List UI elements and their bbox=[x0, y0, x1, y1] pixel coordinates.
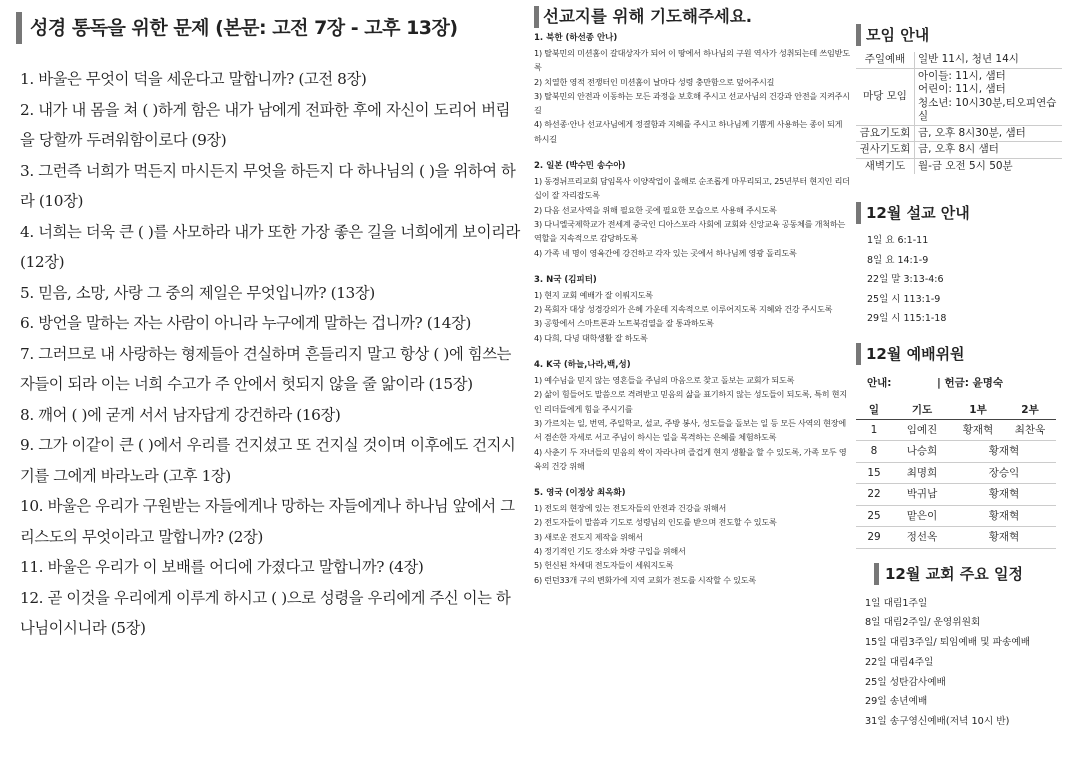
section-bar bbox=[856, 202, 861, 224]
service-cell: 황재혁 bbox=[952, 441, 1056, 463]
prayer-item: 3) 새로운 전도지 제작을 위해서 bbox=[534, 531, 643, 542]
table-row bbox=[856, 527, 1056, 549]
prayer-group-title: 1. 북한 (하선종 안나) bbox=[534, 33, 618, 43]
prayer-title: 선교지를 위해 기도해주세요. bbox=[543, 7, 753, 26]
meeting-label: 새벽기도 bbox=[856, 158, 915, 174]
table-row bbox=[856, 484, 1056, 506]
section-bar bbox=[534, 6, 539, 28]
first-service-cell: 황재혁 bbox=[952, 419, 1004, 441]
sermon-title: 12월 설교 안내 bbox=[866, 204, 970, 222]
prayer-group-title: 3. N국 (김피터) bbox=[534, 274, 597, 285]
meeting-label: 주일예배 bbox=[856, 52, 915, 68]
question-list bbox=[20, 64, 522, 644]
list-item: 22일 말 3:13-4:6 bbox=[867, 274, 944, 285]
prayer-item: 1) 현지 교회 예배가 잘 이뤄지도록 bbox=[534, 289, 653, 300]
day-cell: 1 bbox=[856, 419, 892, 441]
prayer-cell: 정선옥 bbox=[892, 527, 952, 549]
prayer-item: 1) 동경뉘프리교회 담임목사 이양작업이 올해로 순조롭게 마무리되고, 25년부터 현지인 리더십이 잘 자리잡도록 bbox=[534, 176, 850, 201]
prayer-group-title: 2. 일본 (박수민 송수아) bbox=[534, 161, 626, 172]
day-cell: 29 bbox=[856, 527, 892, 549]
col-header: 2부 bbox=[1004, 400, 1056, 420]
col-header: 1부 bbox=[952, 400, 1004, 420]
list-item: 25일 시 113:1-9 bbox=[867, 293, 941, 305]
quiz-header bbox=[16, 12, 522, 44]
table-row bbox=[856, 125, 1062, 142]
prayer-item: 1) 탈북민의 미션홈이 갈대상자가 되어 이 땅에서 하나님의 구원 역사가 성취되는데 쓰임받도록 bbox=[534, 48, 850, 73]
meeting-value: 일반 11시, 청년 14시 bbox=[915, 52, 1063, 68]
day-cell: 8 bbox=[856, 441, 892, 463]
question-item: 7. 그러므로 내 사랑하는 형제들아 견실하며 흔들리지 말고 항상 ( )에 힘쓰는 자들이 되라 이는 너희 수고가 주 안에서 헛되지 않을 줄 앎이라 (15장) bbox=[20, 344, 511, 393]
day-cell: 15 bbox=[856, 462, 892, 484]
question-item: 1. 바울은 무엇이 덕을 세운다고 말합니까? (고전 8장) bbox=[20, 70, 367, 88]
question-item: 12. 곧 이것을 우리에게 이루게 하시고 ( )으로 성령을 우리에게 주신 이는 하나님이시니라 (5장) bbox=[20, 588, 511, 637]
second-service-cell: 최찬욱 bbox=[1004, 419, 1056, 441]
section-bar bbox=[856, 343, 861, 365]
prayer-item: 4) 가족 네 명이 영육간에 강건하고 각자 있는 곳에서 하나님께 영광 돌리도록 bbox=[534, 247, 797, 258]
prayer-cell: 최명희 bbox=[892, 462, 952, 484]
table-row bbox=[856, 462, 1056, 484]
prayer-group-title: 5. 영국 (이정상 최옥화) bbox=[534, 488, 626, 499]
list-item: 1일 요 6:1-11 bbox=[867, 235, 929, 246]
prayer-item: 2) 전도자들이 말씀과 기도로 성령님의 인도를 받으며 전도할 수 있도록 bbox=[534, 517, 777, 528]
prayer-item: 5) 헌신된 차세대 전도자들이 세워지도록 bbox=[534, 560, 674, 571]
meeting-table bbox=[856, 52, 1062, 174]
guide-label: 안내: bbox=[867, 376, 892, 389]
info-sidebar bbox=[856, 24, 1070, 732]
table-row bbox=[856, 419, 1056, 441]
worship-info bbox=[856, 375, 1070, 390]
table-row bbox=[856, 158, 1062, 174]
question-item: 2. 내가 내 몸을 쳐 ( )하게 함은 내가 남에게 전파한 후에 자신이 도리어 버림을 당할까 두려워함이로다 (9장) bbox=[20, 100, 510, 149]
col-header: 기도 bbox=[892, 400, 952, 420]
worship-table bbox=[856, 400, 1056, 549]
table-row bbox=[856, 52, 1062, 68]
prayer-item: 1) 예수님을 믿지 않는 영혼들을 주님의 마음으로 찾고 돌보는 교회가 되도록 bbox=[534, 375, 795, 386]
prayer-cell: 나승희 bbox=[892, 441, 952, 463]
question-item: 5. 믿음, 소망, 사랑 그 중의 제일은 무엇입니까? (13장) bbox=[20, 283, 375, 302]
prayer-item: 6) 런던33개 구의 변화가에 지역 교회가 전도를 시작할 수 있도록 bbox=[534, 574, 757, 585]
worship-header bbox=[856, 343, 1070, 365]
schedule-title: 12월 교회 주요 일정 bbox=[885, 564, 1023, 583]
meeting-label: 금요기도회 bbox=[856, 125, 915, 142]
meeting-label: 권사기도회 bbox=[856, 142, 915, 159]
offering-label: | 헌금: 윤명숙 bbox=[937, 376, 1004, 389]
prayer-item: 4) 다희, 다녕 대학생활 잘 하도록 bbox=[534, 332, 648, 343]
table-row bbox=[856, 142, 1062, 159]
service-cell: 황재혁 bbox=[952, 484, 1056, 506]
prayer-item: 2) 치열한 영적 전쟁터인 미션홈이 날마다 성령 충만함으로 덮어주시길 bbox=[534, 76, 775, 87]
prayer-group-k bbox=[534, 359, 852, 473]
prayer-group-uk bbox=[534, 487, 852, 587]
service-cell: 황재혁 bbox=[952, 527, 1056, 549]
prayer-item: 1) 전도의 현장에 있는 전도자들의 안전과 건강을 위해서 bbox=[534, 503, 727, 514]
section-bar bbox=[16, 12, 22, 44]
prayer-item: 2) 삶이 힘들어도 말씀으로 격려받고 믿음의 삶을 표기하지 않는 성도들이 되도록, 특히 현지인 리더들에게 힘을 주시기를 bbox=[534, 389, 848, 414]
list-item: 8일 대림2주일/ 운영위원회 bbox=[865, 617, 981, 629]
question-item: 4. 너희는 더욱 큰 ( )를 사모하라 내가 또한 가장 좋은 길을 너희에게 보이리라 (12장) bbox=[20, 222, 520, 271]
schedule-header bbox=[856, 563, 1070, 585]
prayer-cell: 박귀남 bbox=[892, 484, 952, 506]
question-item: 3. 그런즉 너희가 먹든지 마시든지 무엇을 하든지 다 하나님의 ( )을 위하여 하라 (10장) bbox=[20, 161, 516, 210]
meeting-label: 마당 모임 bbox=[856, 68, 915, 125]
question-item: 6. 방언을 말하는 자는 사람이 아니라 누구에게 말하는 겁니까? (14장) bbox=[20, 314, 471, 332]
meeting-value: 아이들: 11시, 샘터 어린이: 11시, 샘터 청소년: 10시30분,티오피연습실 bbox=[915, 68, 1063, 125]
list-item: 29일 송년예배 bbox=[865, 696, 928, 708]
col-header: 일 bbox=[856, 400, 892, 420]
prayer-group-japan bbox=[534, 160, 852, 260]
list-item: 15일 대림3주일/ 퇴임예배 및 파송예배 bbox=[865, 637, 1031, 649]
list-item: 29일 시 115:1-18 bbox=[867, 313, 947, 324]
prayer-item: 3) 가르치는 일, 번역, 주일학교, 설교, 주방 봉사, 성도들을 돌보는 일 등 모든 사역의 현장에서 겸손한 자세로 서고 주님이 하시는 일을 목격하는 은혜를 체험하도록 bbox=[534, 417, 847, 443]
prayer-cell: 맡은이 bbox=[892, 505, 952, 527]
list-item: 22일 대림4주일 bbox=[865, 656, 934, 668]
question-item: 9. 그가 이같이 큰 ( )에서 우리를 건지셨고 또 건지실 것이며 이후에도 건지시기를 그에게 바라노라 (고후 1장) bbox=[20, 436, 516, 485]
prayer-group-title: 4. K국 (하늘,나라,백,성) bbox=[534, 360, 631, 371]
service-cell: 황재혁 bbox=[952, 505, 1056, 527]
meeting-header bbox=[856, 24, 1070, 46]
day-cell: 25 bbox=[856, 505, 892, 527]
prayer-item: 3) 다니엘국제학교가 전세계 중국인 디아스포라 사회에 교회와 신앙교육 공동체를 개척하는 역할을 지속적으로 감당하도록 bbox=[534, 218, 846, 244]
prayer-item: 3) 탈북민의 안전과 이동하는 모든 과정을 보호해 주시고 선교사님의 건강과 안전을 지켜주시길 bbox=[534, 90, 850, 116]
prayer-item: 4) 사춘기 두 자녀들의 믿음의 싹이 자라나며 즐겁게 현지 생활을 할 수 있도록, 가족 모두 영육의 건강 위해 bbox=[534, 446, 847, 471]
table-row bbox=[856, 441, 1056, 463]
service-cell: 장승익 bbox=[952, 462, 1056, 484]
table-row bbox=[856, 505, 1056, 527]
list-item: 1일 대림1주일 bbox=[865, 597, 928, 609]
prayer-item: 4) 정기적인 기도 장소와 차량 구입을 위해서 bbox=[534, 546, 686, 557]
meeting-value: 금, 오후 8시30분, 샘터 bbox=[915, 125, 1063, 142]
meeting-title: 모임 안내 bbox=[866, 26, 930, 44]
schedule-list bbox=[856, 594, 1070, 733]
list-item: 8일 요 14:1-9 bbox=[867, 254, 929, 266]
prayer-header bbox=[534, 6, 852, 28]
list-item: 25일 성탄감사예배 bbox=[865, 676, 946, 688]
table-header-row bbox=[856, 400, 1056, 420]
section-bar bbox=[856, 24, 861, 46]
question-item: 11. 바울은 우리가 이 보배를 어디에 가졌다고 말합니까? (4장) bbox=[20, 558, 424, 576]
question-item: 8. 깨어 ( )에 굳게 서서 남자답게 강건하라 (16장) bbox=[20, 405, 341, 424]
prayer-section bbox=[534, 6, 852, 587]
prayer-group-north-korea bbox=[534, 32, 852, 146]
prayer-group-n bbox=[534, 274, 852, 345]
sermon-list bbox=[856, 231, 1070, 329]
meeting-value: 월-금 오전 5시 50분 bbox=[918, 159, 1013, 172]
quiz-title: 성경 통독을 위한 문제 (본문: 고전 7장 - 고후 13장) bbox=[30, 17, 458, 39]
prayer-item: 3) 공항에서 스마트폰과 노트북검열을 잘 통과하도록 bbox=[534, 318, 714, 329]
bible-quiz-section bbox=[16, 12, 522, 644]
prayer-item: 2) 목회자 대상 성경강의가 은혜 가운데 지속적으로 이루어지도록 지혜와 건강 주시도록 bbox=[534, 304, 833, 315]
prayer-item: 4) 하선종·안나 선교사님에게 정결함과 지혜를 주시고 하나님께 기쁨게 사용하는 종이 되게 하시길 bbox=[534, 119, 843, 144]
sermon-header bbox=[856, 202, 1070, 224]
question-item: 10. 바울은 우리가 구원받는 자들에게나 망하는 자들에게나 하나님 앞에서 그리스도의 무엇이라고 말합니까? (2장) bbox=[20, 497, 515, 546]
prayer-item: 2) 다음 선교사역을 위해 필요한 곳에 필요한 모습으로 사용해 주시도록 bbox=[534, 204, 777, 215]
table-row bbox=[856, 68, 1062, 125]
list-item: 31일 송구영신예배(저녁 10시 반) bbox=[865, 716, 1010, 728]
prayer-cell: 임예진 bbox=[892, 419, 952, 441]
meeting-value: 금, 오후 8시 샘터 bbox=[915, 142, 1063, 159]
section-bar bbox=[874, 563, 879, 585]
day-cell: 22 bbox=[856, 484, 892, 506]
worship-title: 12월 예배위원 bbox=[866, 344, 965, 363]
